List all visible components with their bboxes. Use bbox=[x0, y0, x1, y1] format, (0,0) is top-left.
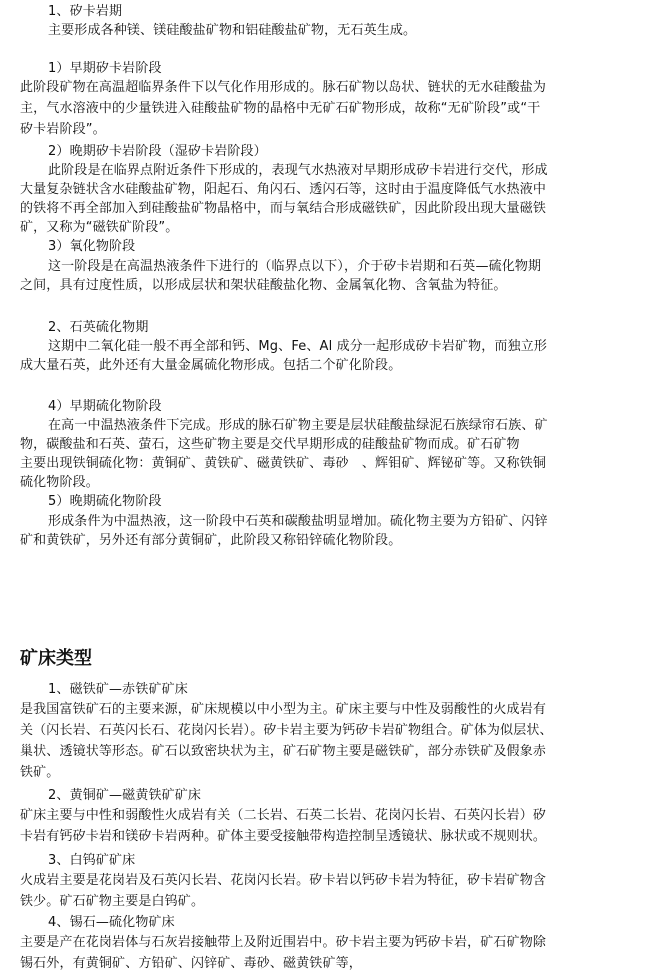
paragraph-line: 成大量石英，此外还有大量金属硫化物形成。包括二个矿化阶段。 bbox=[20, 358, 402, 373]
type-title-magnetite-hematite: 1、磁铁矿—赤铁矿矿床 bbox=[48, 682, 188, 697]
paragraph-line: 矿床主要与中性和弱酸性火成岩有关（二长岩、石英二长岩、花岗闪长岩、石英闪长岩）矽 bbox=[20, 808, 547, 823]
paragraph-line: 此阶段矿物在高温超临界条件下以气化作用形成的。脉石矿物以岛状、链状的无水硅酸盐为 bbox=[20, 80, 547, 95]
paragraph-line: 主要是产在花岗岩体与石灰岩接触带上及附近围岩中。矽卡岩主要为钙矽卡岩，矿石矿物除 bbox=[20, 935, 547, 950]
section-title-quartz-sulfide: 2、石英硫化物期 bbox=[48, 320, 149, 335]
paragraph-line: 铁少。矿石矿物主要是白钨矿。 bbox=[20, 894, 205, 909]
paragraph-line: 矿，又称为“磁铁矿阶段”。 bbox=[20, 220, 179, 235]
stage-title-early-skarn: 1）早期矽卡岩阶段 bbox=[48, 61, 162, 76]
stage-title-late-skarn: 2）晚期矽卡岩阶段（湿矽卡岩阶段） bbox=[48, 144, 267, 159]
section-title-skarn-period: 1、矽卡岩期 bbox=[48, 4, 123, 19]
document-page bbox=[20, 0, 630, 977]
paragraph-line: 硫化物阶段。 bbox=[20, 475, 99, 490]
stage-title-early-sulfide: 4）早期硫化物阶段 bbox=[48, 399, 162, 414]
paragraph-line: 之间，具有过度性质，以形成层状和架状硅酸盐化物、金属氧化物、含氧盐为特征。 bbox=[20, 278, 507, 293]
type-title-scheelite: 3、白钨矿矿床 bbox=[48, 853, 136, 868]
paragraph-line: 这期中二氧化硅一般不再全部和钙、Mg、Fe、Al 成分一起形成矽卡岩矿物，而独立形 bbox=[48, 339, 548, 354]
paragraph-line: 卡岩有钙矽卡岩和镁矽卡岩两种。矿体主要受接触带构造控制呈透镜状、脉状或不规则状。 bbox=[20, 829, 547, 844]
paragraph-line: 巢状、透镜状等形态。矿石以致密块状为主，矿石矿物主要是磁铁矿，部分赤铁矿及假象赤 bbox=[20, 744, 547, 759]
paragraph-line: 铁矿。 bbox=[20, 765, 60, 780]
paragraph-line: 物，碳酸盐和石英、萤石，这些矿物主要是交代早期形成的硅酸盐矿物而成。矿石矿物 bbox=[20, 437, 520, 452]
heading-deposit-types: 矿床类型 bbox=[20, 648, 92, 669]
paragraph-line: 这一阶段是在高温热液条件下进行的（临界点以下），介于矽卡岩期和石英—硫化物期 bbox=[48, 259, 542, 274]
paragraph-line: 此阶段是在临界点附近条件下形成的，表现气水热液对早期形成矽卡岩进行交代，形成 bbox=[48, 163, 548, 178]
paragraph-line: 矽卡岩阶段”。 bbox=[20, 122, 106, 137]
paragraph-line: 是我国富铁矿石的主要来源，矿床规模以中小型为主。矿床主要与中性及弱酸性的火成岩有 bbox=[20, 702, 547, 717]
paragraph-line: 矿和黄铁矿，另外还有部分黄铜矿，此阶段又称铅锌硫化物阶段。 bbox=[20, 533, 402, 548]
paragraph-line: 锡石外，有黄铜矿、方铅矿、闪锌矿、毒砂、磁黄铁矿等， bbox=[20, 956, 362, 971]
paragraph-line: 火成岩主要是花岗岩及石英闪长岩、花岗闪长岩。矽卡岩以钙矽卡岩为特征，矽卡岩矿物含 bbox=[20, 873, 547, 888]
paragraph-line: 的铁将不再全部加入到硅酸盐矿物晶格中，而与氧结合形成磁铁矿，因此阶段出现大量磁铁 bbox=[20, 201, 547, 216]
paragraph-line: 大量复杂链状含水硅酸盐矿物，阳起石、角闪石、透闪石等，这时由于温度降低气水热液中 bbox=[20, 182, 547, 197]
paragraph-line: 形成条件为中温热液，这一阶段中石英和碳酸盐明显增加。硫化物主要为方铅矿、闪锌 bbox=[48, 514, 548, 529]
stage-title-late-sulfide: 5）晚期硫化物阶段 bbox=[48, 494, 162, 509]
section-intro: 主要形成各种镁、镁硅酸盐矿物和铝硅酸盐矿物，无石英生成。 bbox=[48, 23, 417, 38]
paragraph-line: 主要出现铁铜硫化物：黄铜矿、黄铁矿、磁黄铁矿、毒砂 、辉钼矿、辉铋矿等。又称铁铜 bbox=[20, 456, 547, 471]
type-title-cassiterite-sulfide: 4、锡石—硫化物矿床 bbox=[48, 915, 175, 930]
stage-title-oxide: 3）氧化物阶段 bbox=[48, 239, 136, 254]
type-title-chalcopyrite-pyrrhotite: 2、黄铜矿—磁黄铁矿矿床 bbox=[48, 788, 202, 803]
paragraph-line: 在高一中温热液条件下完成。形成的脉石矿物主要是层状硅酸盐绿泥石族绿帘石族、矿 bbox=[48, 418, 548, 433]
paragraph-line: 主，气水溶液中的少量铁进入硅酸盐矿物的晶格中无矿石矿物形成，故称“无矿阶段”或“干 bbox=[20, 101, 541, 116]
paragraph-line: 关（闪长岩、石英闪长石、花岗闪长岩）。矽卡岩主要为钙矽卡岩矿物组合。矿体为似层状、 bbox=[20, 723, 553, 738]
